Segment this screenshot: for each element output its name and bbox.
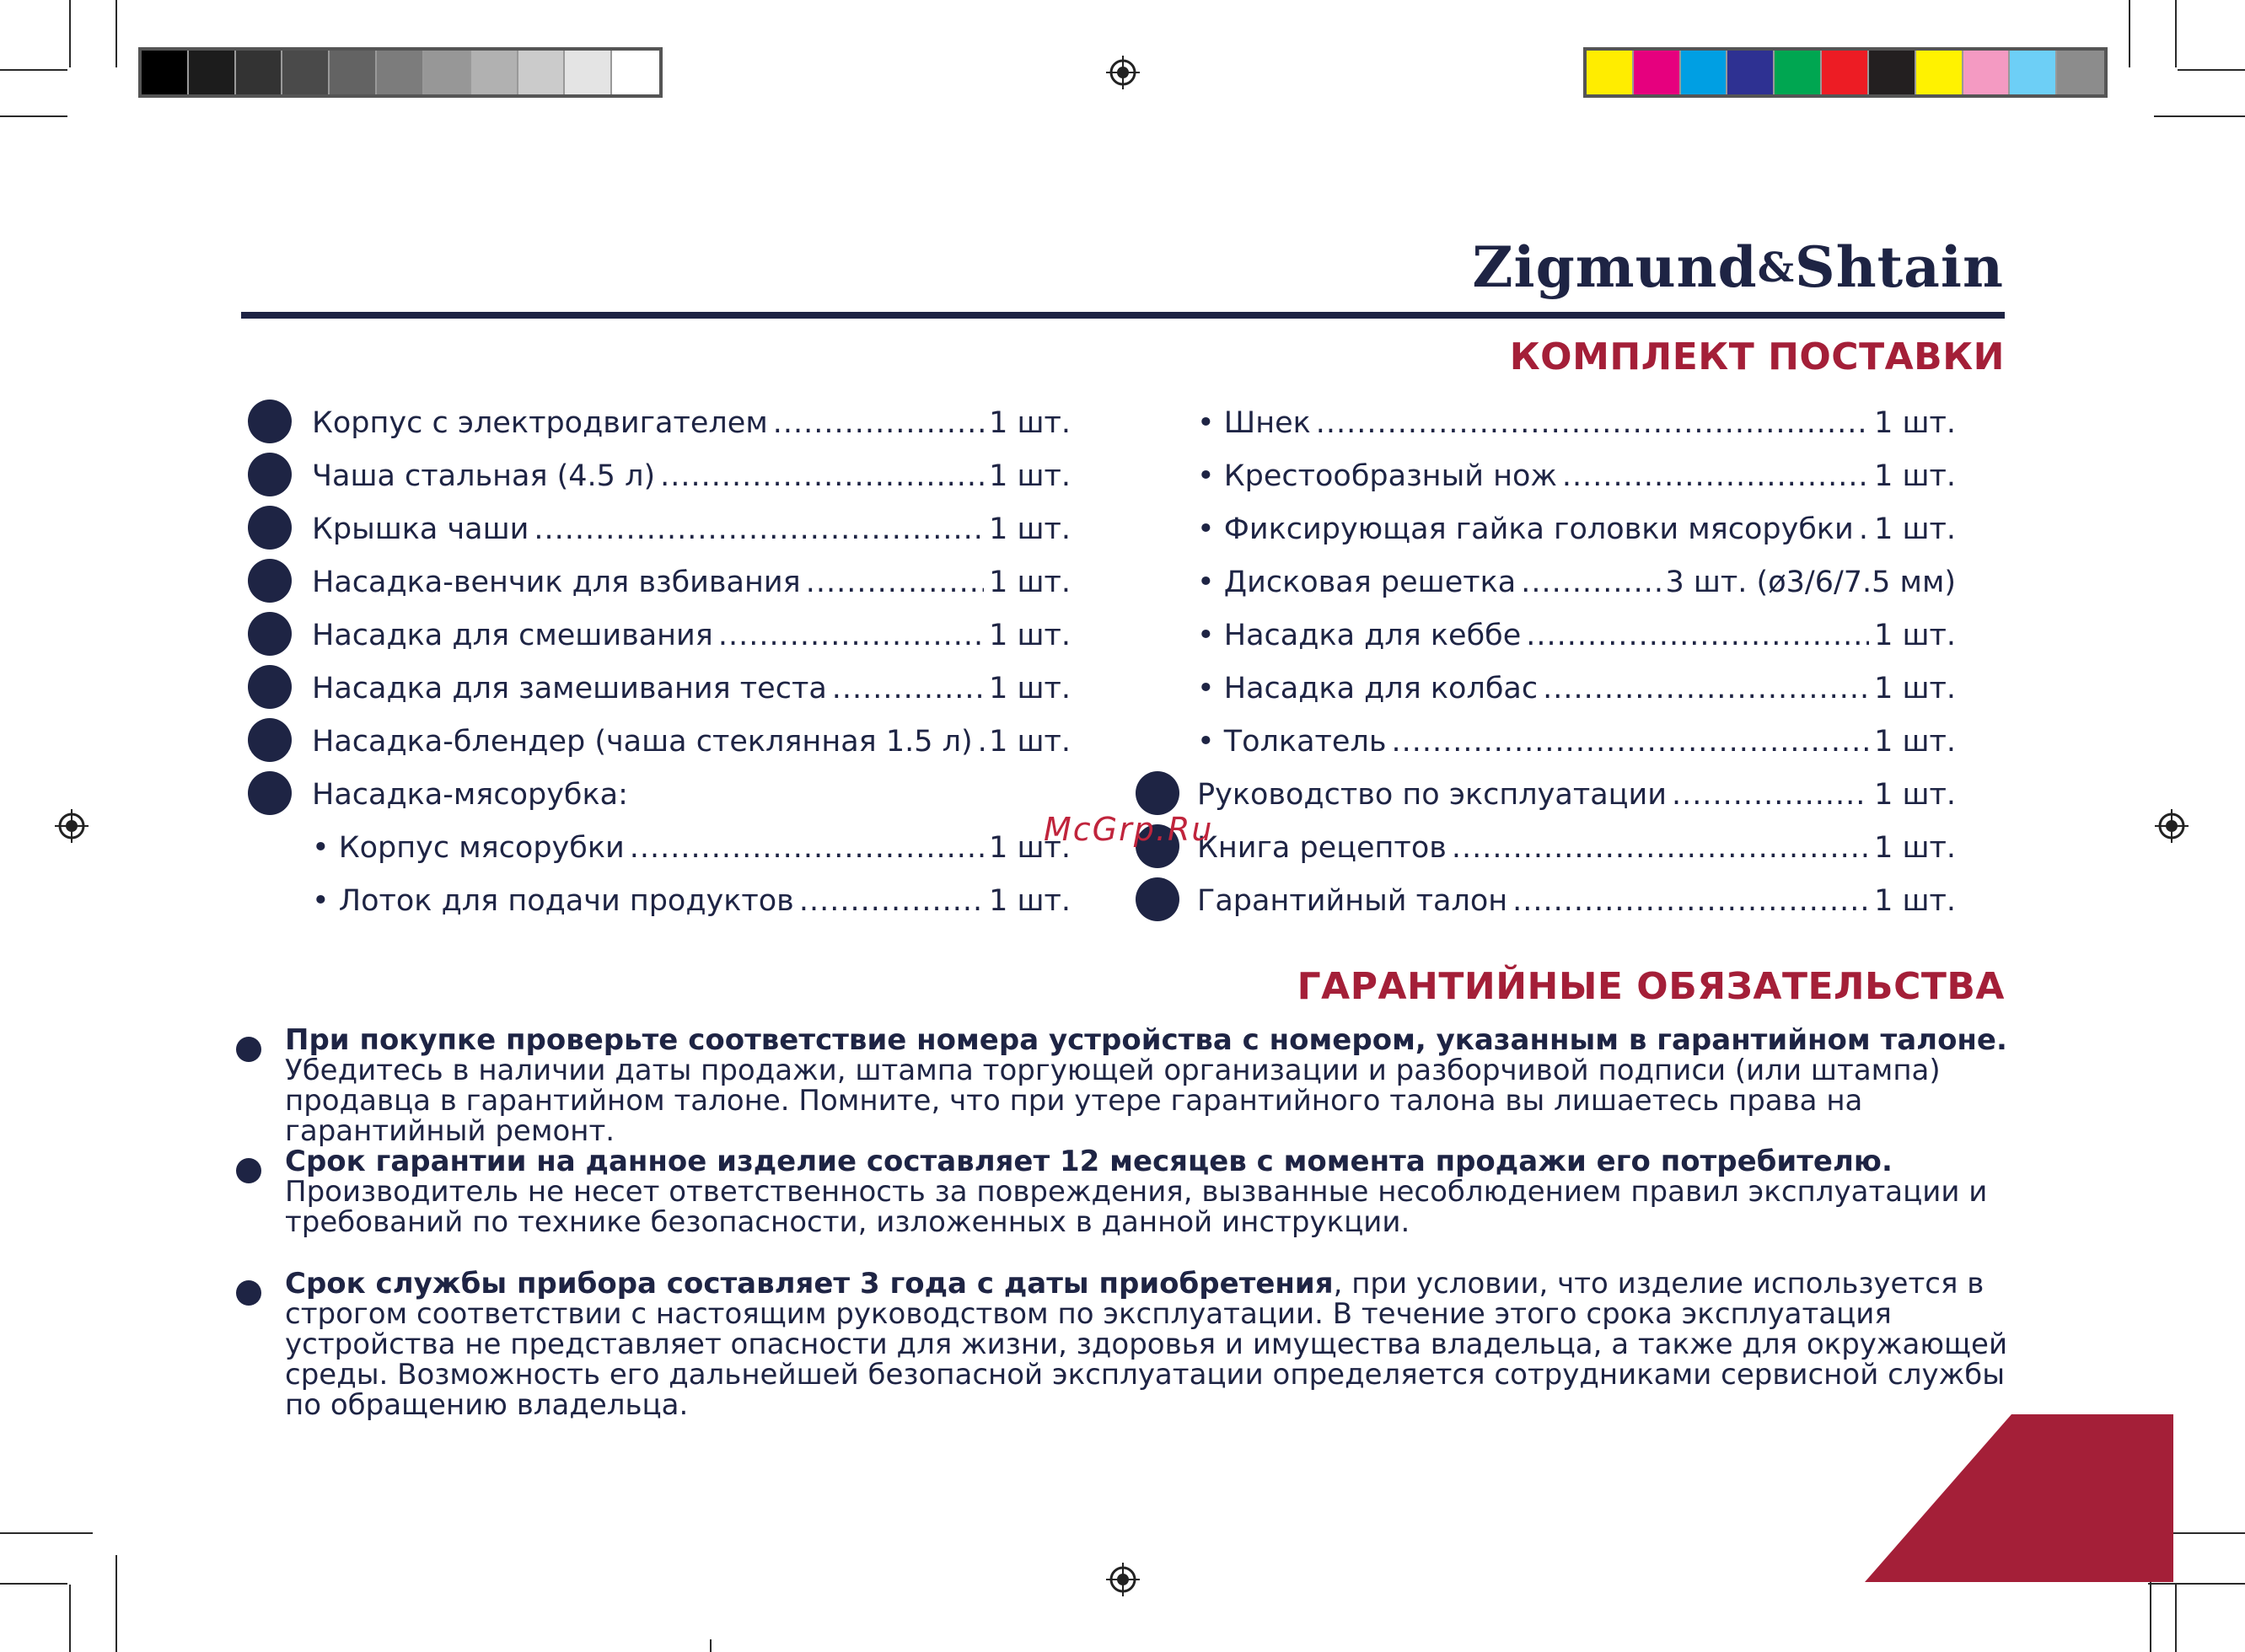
warranty-paragraph-lead: Срок службы прибора составляет 3 года с даты приобретения bbox=[285, 1267, 1334, 1301]
leader-dots bbox=[630, 831, 984, 865]
item-name: • Лоток для подачи продуктов bbox=[312, 884, 794, 918]
item-name: Гарантийный талон bbox=[1197, 884, 1508, 918]
list-item bbox=[312, 619, 1071, 659]
list-item bbox=[312, 884, 1071, 925]
item-name: Насадка-блендер (чаша стеклянная 1.5 л) bbox=[312, 725, 973, 759]
item-name: • Шнек bbox=[1197, 406, 1311, 440]
header-rule bbox=[241, 312, 2005, 319]
item-name: • Дисковая решетка bbox=[1197, 566, 1517, 599]
list-bullet bbox=[248, 665, 292, 709]
list-item bbox=[1197, 619, 1956, 659]
list-item bbox=[1197, 512, 1956, 553]
warranty-paragraph-lead: Срок гарантии на данное изделие составляет 12 месяцев с момента продажи его потребителю. bbox=[285, 1145, 1893, 1178]
leader-dots bbox=[1452, 831, 1869, 865]
leader-dots bbox=[718, 619, 984, 652]
delivery-title: КОМПЛЕКТ ПОСТАВКИ bbox=[1509, 335, 2005, 378]
list-bullet bbox=[248, 506, 292, 550]
list-bullet bbox=[1136, 877, 1179, 921]
item-name: Корпус с электродвигателем bbox=[312, 406, 768, 440]
list-item bbox=[312, 406, 1071, 447]
item-quantity: 1 шт. bbox=[989, 512, 1071, 546]
list-item bbox=[1197, 884, 1956, 925]
item-quantity: 1 шт. bbox=[989, 459, 1071, 493]
list-bullet bbox=[248, 718, 292, 762]
color-swatch bbox=[236, 51, 283, 94]
leader-dots bbox=[806, 566, 984, 599]
list-item bbox=[312, 725, 1071, 765]
watermark: McGrp.Ru bbox=[1044, 811, 1214, 848]
registration-mark-bottom bbox=[1106, 1563, 1140, 1596]
item-quantity: 1 шт. bbox=[989, 619, 1071, 652]
warranty-paragraph-lead: При покупке проверьте соответствие номера устройства с номером, указанным в гарантийном талоне. bbox=[285, 1023, 2007, 1057]
list-item bbox=[312, 831, 1071, 872]
list-item bbox=[312, 459, 1071, 500]
warranty-bullet bbox=[236, 1037, 261, 1062]
registration-mark-left bbox=[55, 809, 89, 843]
color-swatch bbox=[518, 51, 566, 94]
item-name: Крышка чаши bbox=[312, 512, 529, 546]
color-swatch bbox=[282, 51, 330, 94]
leader-dots bbox=[1672, 778, 1869, 812]
item-quantity: 1 шт. bbox=[989, 831, 1071, 865]
list-item bbox=[1197, 831, 1956, 872]
item-name: • Фиксирующая гайка головки мясорубки bbox=[1197, 512, 1854, 546]
item-quantity: 1 шт. bbox=[989, 566, 1071, 599]
list-item bbox=[1197, 459, 1956, 500]
color-swatch bbox=[377, 51, 424, 94]
item-quantity: 1 шт. bbox=[989, 884, 1071, 918]
item-name: Чаша стальная (4.5 л) bbox=[312, 459, 656, 493]
color-swatch bbox=[565, 51, 612, 94]
color-swatch bbox=[1916, 51, 1963, 94]
item-quantity: 3 шт. (ø3/6/7.5 мм) bbox=[1665, 566, 1956, 599]
list-item bbox=[1197, 778, 1956, 818]
leader-dots bbox=[773, 406, 984, 440]
leader-dots bbox=[1391, 725, 1869, 759]
leader-dots bbox=[1512, 884, 1869, 918]
item-quantity: 1 шт. bbox=[1874, 778, 1956, 812]
color-swatch bbox=[612, 51, 659, 94]
item-quantity: 1 шт. bbox=[1874, 884, 1956, 918]
leader-dots bbox=[1526, 619, 1869, 652]
color-swatch bbox=[330, 51, 377, 94]
cmyk-color-bar bbox=[1583, 47, 2108, 98]
color-swatch bbox=[189, 51, 236, 94]
item-quantity: 1 шт. bbox=[1874, 406, 1956, 440]
item-name: Насадка-мясорубка: bbox=[312, 778, 628, 812]
leader-dots bbox=[1562, 459, 1869, 493]
color-swatch bbox=[424, 51, 471, 94]
list-item bbox=[1197, 672, 1956, 712]
color-swatch bbox=[1822, 51, 1869, 94]
brand-logo bbox=[1472, 234, 2004, 300]
list-item bbox=[312, 778, 1071, 818]
warranty-paragraph-text: Убедитесь в наличии даты продажи, штампа торгующей организации и разборчивой подписи (или штампа) продавца в гарантийном талоне. Помните, что при утере гарантийного талона вы лишаетесь права на гарантийный ремонт. bbox=[285, 1054, 1941, 1148]
warranty-paragraph-text: , при условии, что изделие используется в строгом соответствии с настоящим руководством по эксплуатации. В течение этого срока эксплуатация устройства не представляет опасности для жизни, здоровья и имущества владельца, а также для окружающей среды. Возможность его дальнейшей безопасной эксплуатации определяется сотрудниками сервисной службы по обращению владельца. bbox=[285, 1267, 2008, 1422]
leader-dots bbox=[1521, 566, 1660, 599]
list-item bbox=[312, 512, 1071, 553]
item-name: • Крестообразный нож bbox=[1197, 459, 1557, 493]
item-quantity: 1 шт. bbox=[989, 672, 1071, 705]
item-quantity: 1 шт. bbox=[1874, 725, 1956, 759]
color-swatch bbox=[1727, 51, 1775, 94]
item-name: • Корпус мясорубки bbox=[312, 831, 625, 865]
warranty-paragraph bbox=[285, 1025, 2038, 1146]
registration-mark-right bbox=[2155, 809, 2189, 843]
list-item bbox=[312, 566, 1071, 606]
leader-dots bbox=[832, 672, 984, 705]
item-quantity: 1 шт. bbox=[989, 725, 1071, 759]
list-bullet bbox=[248, 612, 292, 656]
leader-dots bbox=[660, 459, 984, 493]
leader-dots bbox=[1543, 672, 1869, 705]
list-item bbox=[312, 672, 1071, 712]
list-item bbox=[1197, 725, 1956, 765]
item-quantity: 1 шт. bbox=[1874, 619, 1956, 652]
warranty-paragraph-text: Производитель не несет ответственность за повреждения, вызванные несоблюдением правил эксплуатации и требований по технике безопасности, изложенных в данной инструкции. bbox=[285, 1175, 1988, 1239]
warranty-paragraph bbox=[285, 1146, 2038, 1237]
item-name: • Толкатель bbox=[1197, 725, 1387, 759]
item-name: Насадка для замешивания теста bbox=[312, 672, 827, 705]
color-swatch bbox=[1775, 51, 1822, 94]
item-quantity: 1 шт. bbox=[1874, 459, 1956, 493]
color-swatch bbox=[1634, 51, 1681, 94]
brand-name-right: Shtain bbox=[1795, 234, 2004, 300]
item-name: Руководство по эксплуатации bbox=[1197, 778, 1667, 812]
leader-dots bbox=[534, 512, 984, 546]
color-swatch bbox=[1587, 51, 1634, 94]
item-name: Книга рецептов bbox=[1197, 831, 1447, 865]
color-swatch bbox=[142, 51, 189, 94]
color-swatch bbox=[2010, 51, 2057, 94]
item-quantity: 1 шт. bbox=[1874, 831, 1956, 865]
list-item bbox=[1197, 566, 1956, 606]
leader-dots bbox=[978, 725, 984, 759]
item-name: Насадка для смешивания bbox=[312, 619, 713, 652]
item-name: • Насадка для колбас bbox=[1197, 672, 1539, 705]
warranty-title: ГАРАНТИЙНЫЕ ОБЯЗАТЕЛЬСТВА bbox=[1297, 965, 2005, 1008]
item-quantity: 1 шт. bbox=[1874, 512, 1956, 546]
color-swatch bbox=[1963, 51, 2011, 94]
brand-ampersand: & bbox=[1757, 244, 1796, 292]
registration-mark-top bbox=[1106, 56, 1140, 89]
color-swatch bbox=[1869, 51, 1916, 94]
list-bullet bbox=[248, 559, 292, 603]
warranty-bullet bbox=[236, 1158, 261, 1183]
color-swatch bbox=[2057, 51, 2104, 94]
color-swatch bbox=[471, 51, 518, 94]
leader-dots bbox=[1859, 512, 1869, 546]
grayscale-color-bar bbox=[138, 47, 663, 98]
item-name: • Насадка для кеббе bbox=[1197, 619, 1522, 652]
leader-dots bbox=[799, 884, 984, 918]
list-bullet bbox=[1136, 771, 1179, 815]
color-swatch bbox=[1681, 51, 1728, 94]
list-bullet bbox=[248, 453, 292, 496]
brand-name-left: Zigmund bbox=[1472, 234, 1758, 300]
warranty-paragraph bbox=[285, 1268, 2038, 1420]
leader-dots bbox=[1316, 406, 1869, 440]
list-bullet bbox=[248, 771, 292, 815]
warranty-bullet bbox=[236, 1280, 261, 1306]
item-name: Насадка-венчик для взбивания bbox=[312, 566, 801, 599]
item-quantity: 1 шт. bbox=[1874, 672, 1956, 705]
list-item bbox=[1197, 406, 1956, 447]
list-bullet bbox=[248, 400, 292, 443]
item-quantity: 1 шт. bbox=[989, 406, 1071, 440]
